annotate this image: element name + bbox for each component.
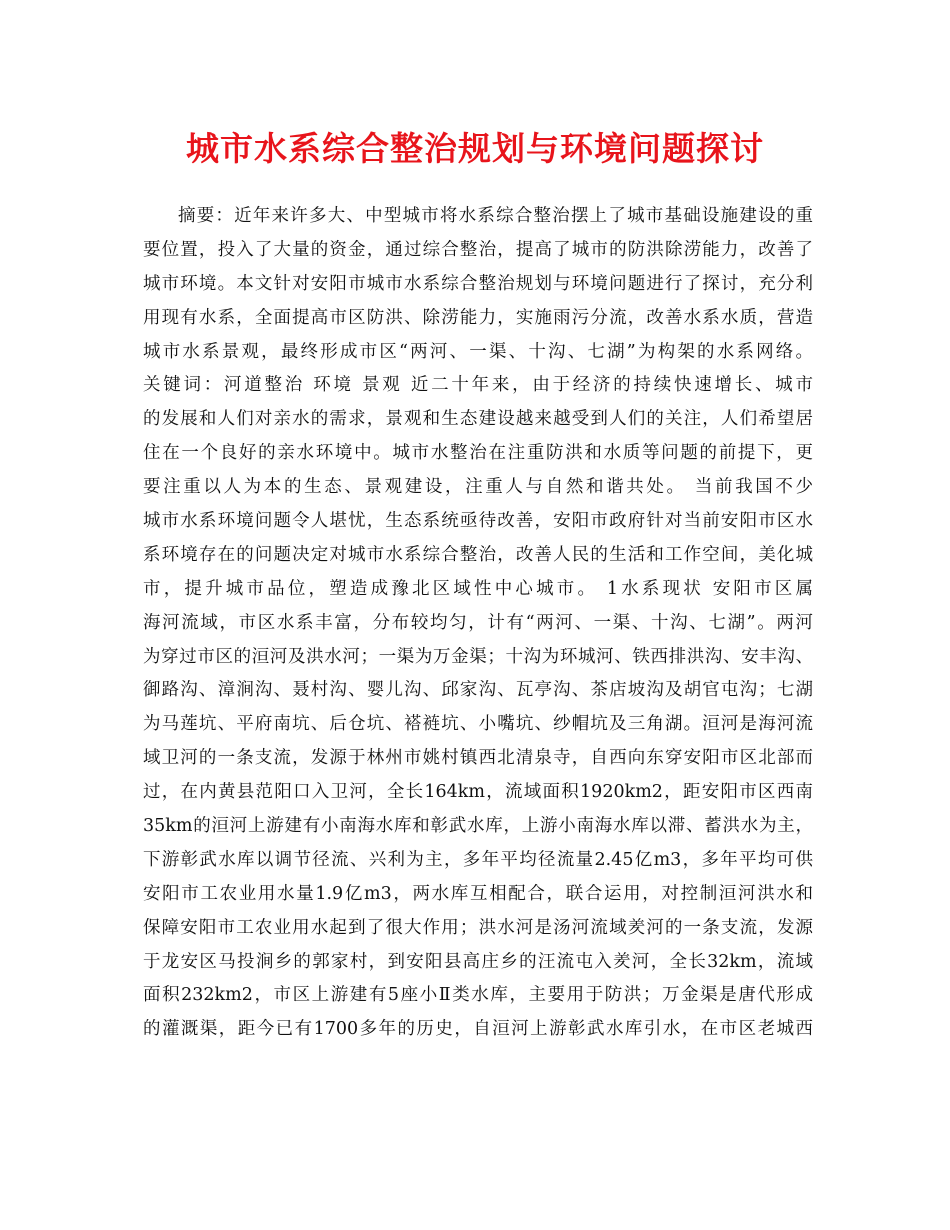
body-line: 35km的洹河上游建有小南海水库和彰武水库，上游小南海水库以滞、蓄洪水为主， — [143, 816, 813, 837]
document-title: 城市水系综合整治规划与环境问题探讨 — [186, 129, 764, 168]
body-line: 为马莲坑、平府南坑、后仓坑、褡裢坑、小嘴坑、纱帽坑及三角湖。洹河是海河流 — [143, 714, 813, 735]
body-line: 住在一个良好的亲水环境中。城市水整治在注重防洪和水质等问题的前提下，更 — [143, 443, 813, 464]
body-line: 御路沟、漳涧沟、聂村沟、婴儿沟、邱家沟、瓦亭沟、茶店坡沟及胡官屯沟；七湖 — [143, 680, 813, 701]
body-line: 城市水系景观，最终形成市区“两河、一渠、十沟、七湖”为构架的水系网络。 — [143, 341, 813, 362]
body-line: 下游彰武水库以调节径流、兴利为主，多年平均径流量2.45亿m3，多年平均可供 — [143, 849, 813, 870]
body-line: 域卫河的一条支流，发源于林州市姚村镇西北清泉寺，自西向东穿安阳市区北部而 — [143, 748, 813, 769]
body-line: 系环境存在的问题决定对城市水系综合整治，改善人民的生活和工作空间，美化城 — [143, 544, 813, 565]
body-line: 安阳市工农业用水量1.9亿m3，两水库互相配合，联合运用，对控制洹河洪水和 — [143, 883, 813, 904]
body-line: 过，在内黄县范阳口入卫河，全长164km，流域面积1920km2，距安阳市区西南 — [143, 782, 813, 803]
body-line: 要位置，投入了大量的资金，通过综合整治，提高了城市的防洪除涝能力，改善了 — [143, 239, 813, 260]
body-line: 面积232km2，市区上游建有5座小Ⅱ类水库，主要用于防洪；万金渠是唐代形成 — [143, 985, 813, 1006]
body-line: 城市水系环境问题令人堪忧，生态系统亟待改善，安阳市政府针对当前安阳市区水 — [143, 511, 813, 532]
body-line: 保障安阳市工农业用水起到了很大作用；洪水河是汤河流域羑河的一条支流，发源 — [143, 917, 813, 938]
body-line: 的发展和人们对亲水的需求，景观和生态建设越来越受到人们的关注，人们希望居 — [143, 409, 813, 430]
body-line: 关键词：河道整治 环境 景观 近二十年来，由于经济的持续快速增长、城市 — [143, 375, 813, 396]
body-line: 于龙安区马投涧乡的郭家村，到安阳县高庄乡的汪流屯入羑河，全长32km，流域 — [143, 951, 813, 972]
body-line: 城市环境。本文针对安阳市城市水系综合整治规划与环境问题进行了探讨，充分利 — [143, 273, 813, 294]
body-line: 市，提升城市品位，塑造成豫北区域性中心城市。 1水系现状 安阳市区属 — [143, 578, 813, 599]
body-line: 的灌溉渠，距今已有1700多年的历史，自洹河上游彰武水库引水，在市区老城西 — [143, 1019, 813, 1040]
document-body — [143, 200, 813, 1047]
body-line: 海河流域，市区水系丰富，分布较均匀，计有“两河、一渠、十沟、七湖”。两河 — [143, 612, 813, 633]
body-line: 用现有水系，全面提高市区防洪、除涝能力，实施雨污分流，改善水系水质，营造 — [143, 307, 813, 328]
body-line: 摘要：近年来许多大、中型城市将水系综合整治摆上了城市基础设施建设的重 — [178, 206, 813, 226]
body-line: 为穿过市区的洹河及洪水河；一渠为万金渠；十沟为环城河、铁西排洪沟、安丰沟、 — [143, 646, 813, 667]
body-line: 要注重以人为本的生态、景观建设，注重人与自然和谐共处。 当前我国不少 — [143, 477, 813, 498]
